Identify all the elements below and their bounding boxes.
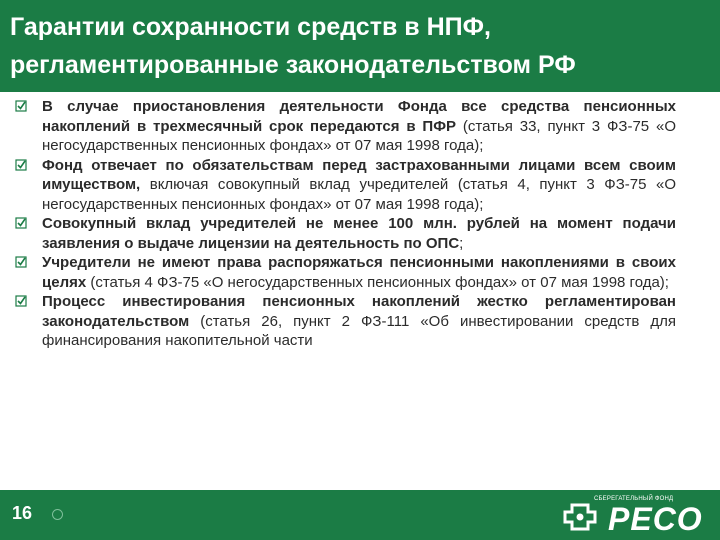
page-number: 16 <box>12 503 33 523</box>
check-box-icon <box>15 100 27 112</box>
page-dot-icon <box>52 509 63 520</box>
bullet-normal-text: ; <box>459 234 464 252</box>
bullet-normal-text: (статья 4 ФЗ-75 «О негосударственных пенсионных фондах» от 07 мая 1998 года); <box>86 273 669 291</box>
bullet-item <box>42 253 676 292</box>
bullet-item <box>42 97 676 156</box>
title-bar <box>0 0 720 92</box>
bullet-bold-text: В случае приостановления деятельности Фонда все средства пенсионных накоплений в трехмесячный срок передаются в ПФР <box>42 98 676 135</box>
bullet-bold-text: Совокупный вклад учредителей не менее 100 млн. рублей на момент подачи заявления о выдаче лицензии на деятельность по ОПС <box>42 215 676 252</box>
slide-title-line-1: Гарантии сохранности средств в НПФ, <box>10 13 491 41</box>
reso-emblem-icon <box>558 500 602 534</box>
bullet-item <box>42 214 676 253</box>
bullet-normal-text: (статья 26, пункт 2 ФЗ-111 «Об инвестировании средств для финансирования накопительной части <box>42 312 676 349</box>
bullet-normal-text: (статья 33, пункт 3 ФЗ-75 «О негосударственных пенсионных фондах» от 07 мая 1998 года); <box>42 117 676 154</box>
bullet-normal-text: включая совокупный вклад учредителей (статья 4, пункт 3 ФЗ-75 «О негосударственных пенсионных фондах» от 07 мая 1998 года); <box>42 176 676 213</box>
bullet-item <box>42 156 676 215</box>
bullet-bold-text: Процесс инвестирования пенсионных накоплений жестко регламентирован законодательством <box>42 293 676 330</box>
bullet-list <box>42 97 676 351</box>
bullet-item <box>42 292 676 351</box>
brand-name: РЕСО <box>608 501 703 537</box>
check-box-icon <box>15 295 27 307</box>
bullet-bold-text: Фонд отвечает по обязательствам перед застрахованными лицами всем своим имуществом, <box>42 156 676 193</box>
footer-bar <box>0 490 720 540</box>
check-box-icon <box>15 256 27 268</box>
slide-title-line-2: регламентированные законодательством РФ <box>10 51 576 79</box>
check-box-icon <box>15 217 27 229</box>
brand-subtitle: СБЕРЕГАТЕЛЬНЫЙ ФОНД <box>594 496 674 502</box>
bullet-bold-text: Учредители не имеют права распоряжаться пенсионными накоплениями в своих целях <box>42 254 676 291</box>
check-box-icon <box>15 159 27 171</box>
